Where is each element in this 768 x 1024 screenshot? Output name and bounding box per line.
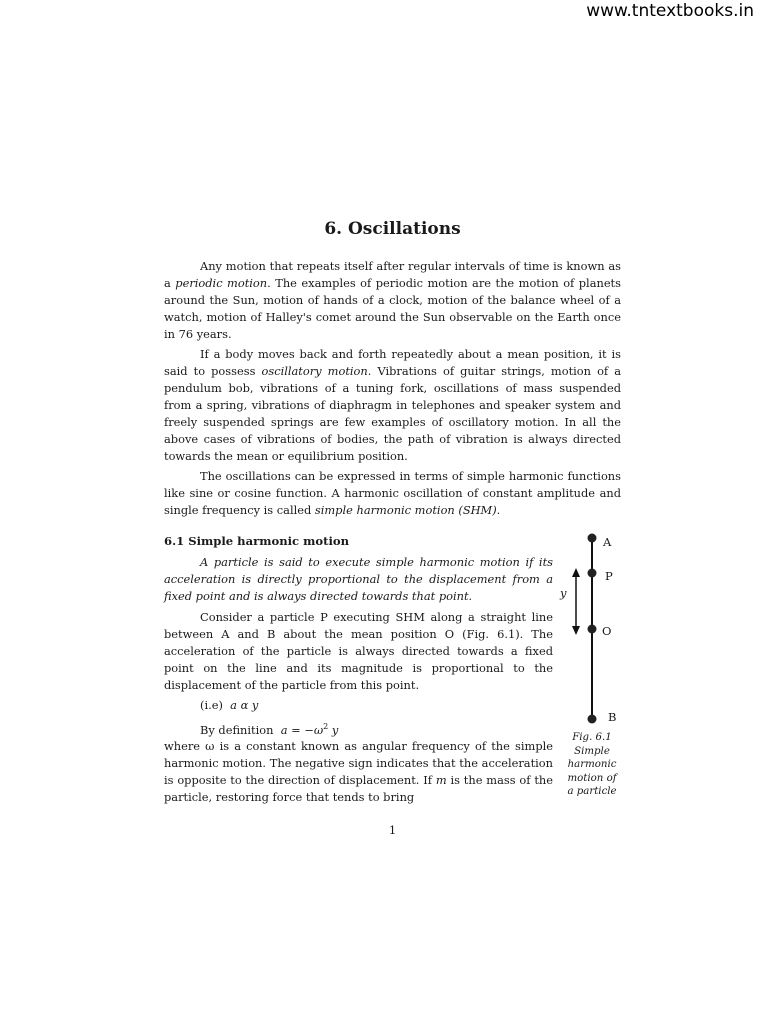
intro-paragraph-2: If a body moves back and forth repeatedly about a mean position, it is said to possess oscillatory motion. Vibrations of guitar strings, motion of a pendulum bob, vibrations of a tuning fork, oscillations of mass suspended from a spring, vibrations of diaphragm in telephones and speaker system and freely suspended springs are few examples of oscillatory motion. In all the above cases of vibrations of bodies, the path of vibration is always directed towards the mean or equilibrium position. bbox=[164, 347, 621, 463]
arrow-head-down bbox=[572, 626, 580, 635]
label-y: y bbox=[560, 586, 567, 600]
label-a: A bbox=[603, 535, 612, 549]
figure-caption: Fig. 6.1 Simple harmonic motion of a particle bbox=[567, 732, 617, 797]
intro-paragraph-3: The oscillations can be expressed in terms of simple harmonic functions like sine or cosine function. A harmonic oscillation of constant amplitude and single frequency is called simple harmonic motion (SHM). bbox=[164, 469, 621, 517]
where-paragraph: where ω is a constant known as angular frequency of the simple harmonic motion. The negative sign indicates that the acceleration is opposite to the direction of displacement. If m is the mass of the particle, restoring force that tends to bring bbox=[164, 739, 553, 804]
label-o: O bbox=[602, 624, 612, 638]
point-b-dot bbox=[588, 715, 597, 724]
arrow-head-up bbox=[572, 568, 580, 577]
site-watermark: www.tntextbooks.in bbox=[586, 1, 754, 21]
intro-paragraph-1: Any motion that repeats itself after regular intervals of time is known as a periodic motion. The examples of periodic motion are the motion of planets around the Sun, motion of hands of a clock, motion of the balance wheel of a watch, motion of Halley's comet around the Sun observable on the Earth once in 76 years. bbox=[164, 259, 621, 341]
shm-diagram bbox=[555, 528, 635, 728]
section-heading: 6.1 Simple harmonic motion bbox=[164, 534, 350, 548]
shm-definition: A particle is said to execute simple harmonic motion if its acceleration is directly proportional to the displacement from a fixed point and is always directed towards that point. bbox=[164, 555, 553, 603]
chapter-title: 6. Oscillations bbox=[324, 219, 461, 239]
ie-equation: (i.e) a α y bbox=[200, 698, 259, 712]
point-o-dot bbox=[588, 625, 597, 634]
point-p-dot bbox=[588, 569, 597, 578]
label-p: P bbox=[605, 569, 613, 583]
consider-paragraph: Consider a particle P executing SHM along a straight line between A and B about the mean position O (Fig. 6.1). The acceleration of the particle is always directed towards a fixed point on the line and its magnitude is proportional to the displacement of the particle from this point. bbox=[164, 610, 553, 692]
page-number: 1 bbox=[388, 823, 397, 837]
point-a-dot bbox=[588, 534, 597, 543]
label-b: B bbox=[608, 710, 617, 724]
definition-equation: By definition $a = -\omega^2$ y bbox=[200, 722, 339, 737]
